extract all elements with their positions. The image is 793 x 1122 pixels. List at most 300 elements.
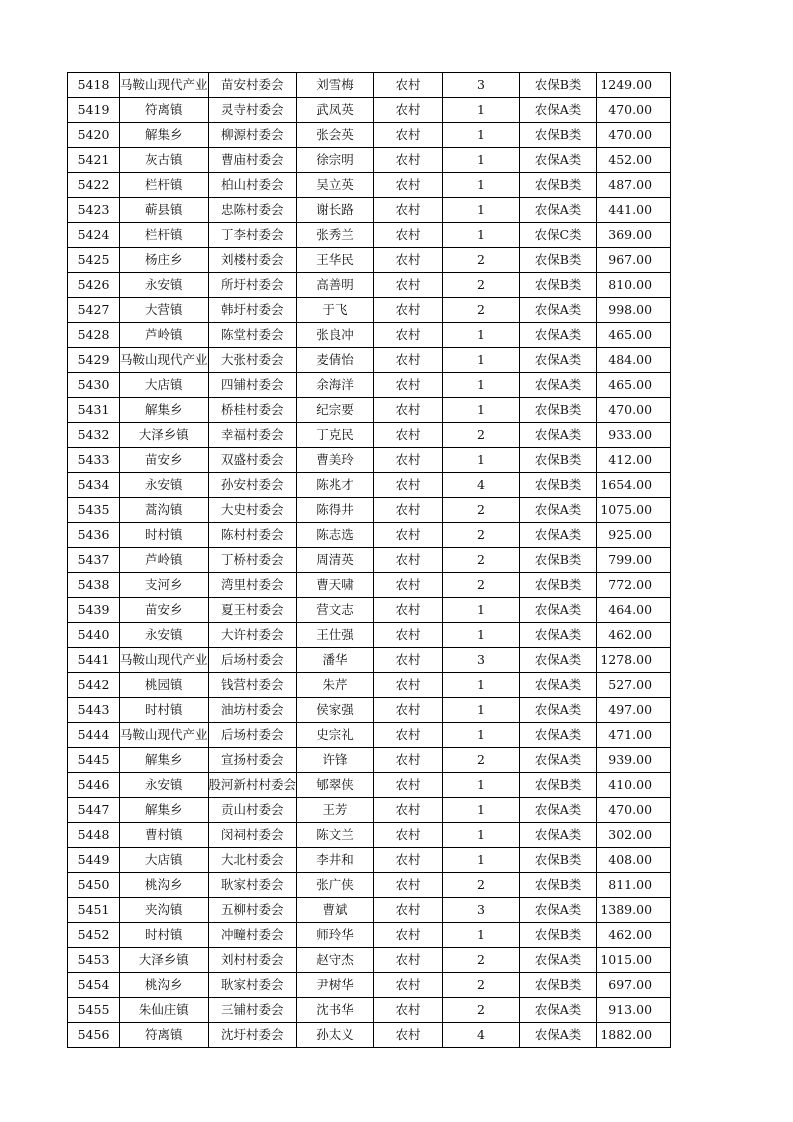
record-id-cell: 5450 <box>68 873 120 898</box>
amount-cell: 913.00 <box>597 998 671 1023</box>
record-id-cell: 5443 <box>68 698 120 723</box>
household-count-cell: 1 <box>443 373 520 398</box>
table-row <box>68 498 671 523</box>
person-name-cell: 丁克民 <box>297 423 374 448</box>
household-count-cell: 2 <box>443 423 520 448</box>
person-name-cell: 侯家强 <box>297 698 374 723</box>
village-cell: 耿家村委会 <box>208 973 297 998</box>
area-type-cell: 农村 <box>374 823 443 848</box>
category-cell: 农保A类 <box>520 798 597 823</box>
town-cell: 大店镇 <box>120 848 209 873</box>
town-cell: 解集乡 <box>120 398 209 423</box>
record-id-cell: 5423 <box>68 198 120 223</box>
record-id-cell: 5435 <box>68 498 120 523</box>
amount-cell: 1389.00 <box>597 898 671 923</box>
table-row <box>68 73 671 98</box>
household-count-cell: 1 <box>443 323 520 348</box>
amount-cell: 1249.00 <box>597 73 671 98</box>
town-cell: 解集乡 <box>120 748 209 773</box>
area-type-cell: 农村 <box>374 1023 443 1048</box>
area-type-cell: 农村 <box>374 123 443 148</box>
person-name-cell: 武凤英 <box>297 98 374 123</box>
category-cell: 农保A类 <box>520 498 597 523</box>
table-row <box>68 148 671 173</box>
village-cell: 陈堂村委会 <box>208 323 297 348</box>
area-type-cell: 农村 <box>374 523 443 548</box>
record-id-cell: 5419 <box>68 98 120 123</box>
category-cell: 农保B类 <box>520 573 597 598</box>
category-cell: 农保C类 <box>520 223 597 248</box>
amount-cell: 452.00 <box>597 148 671 173</box>
household-count-cell: 2 <box>443 998 520 1023</box>
household-count-cell: 1 <box>443 698 520 723</box>
table-row <box>68 248 671 273</box>
town-cell: 苗安乡 <box>120 448 209 473</box>
town-cell: 桃园镇 <box>120 673 209 698</box>
record-id-cell: 5434 <box>68 473 120 498</box>
village-cell: 闵祠村委会 <box>208 823 297 848</box>
household-count-cell: 2 <box>443 573 520 598</box>
category-cell: 农保A类 <box>520 623 597 648</box>
amount-cell: 465.00 <box>597 373 671 398</box>
village-cell: 忠陈村委会 <box>208 198 297 223</box>
village-cell: 柳源村委会 <box>208 123 297 148</box>
table-row <box>68 948 671 973</box>
town-cell: 时村镇 <box>120 923 209 948</box>
person-name-cell: 陈志选 <box>297 523 374 548</box>
table-row <box>68 423 671 448</box>
relief-record-table <box>67 72 671 1048</box>
village-cell: 幸福村委会 <box>208 423 297 448</box>
village-cell: 钱营村委会 <box>208 673 297 698</box>
village-cell: 贡山村委会 <box>208 798 297 823</box>
amount-cell: 484.00 <box>597 348 671 373</box>
table-row <box>68 748 671 773</box>
category-cell: 农保B类 <box>520 773 597 798</box>
area-type-cell: 农村 <box>374 373 443 398</box>
category-cell: 农保A类 <box>520 648 597 673</box>
town-cell: 蒿沟镇 <box>120 498 209 523</box>
table-row <box>68 1023 671 1048</box>
amount-cell: 1882.00 <box>597 1023 671 1048</box>
person-name-cell: 史宗礼 <box>297 723 374 748</box>
amount-cell: 1015.00 <box>597 948 671 973</box>
category-cell: 农保B类 <box>520 273 597 298</box>
record-id-cell: 5452 <box>68 923 120 948</box>
village-cell: 四铺村委会 <box>208 373 297 398</box>
category-cell: 农保A类 <box>520 373 597 398</box>
amount-cell: 1654.00 <box>597 473 671 498</box>
table-row <box>68 173 671 198</box>
amount-cell: 527.00 <box>597 673 671 698</box>
town-cell: 符离镇 <box>120 1023 209 1048</box>
village-cell: 耿家村委会 <box>208 873 297 898</box>
person-name-cell: 师玲华 <box>297 923 374 948</box>
table-body <box>68 73 671 1048</box>
area-type-cell: 农村 <box>374 548 443 573</box>
household-count-cell: 4 <box>443 473 520 498</box>
table-row <box>68 523 671 548</box>
table-row <box>68 223 671 248</box>
person-name-cell: 赵守杰 <box>297 948 374 973</box>
town-cell: 桃沟乡 <box>120 873 209 898</box>
person-name-cell: 王芳 <box>297 798 374 823</box>
town-cell: 时村镇 <box>120 523 209 548</box>
category-cell: 农保B类 <box>520 248 597 273</box>
amount-cell: 697.00 <box>597 973 671 998</box>
area-type-cell: 农村 <box>374 923 443 948</box>
person-name-cell: 张广侠 <box>297 873 374 898</box>
town-cell: 大泽乡镇 <box>120 423 209 448</box>
area-type-cell: 农村 <box>374 223 443 248</box>
table-row <box>68 823 671 848</box>
village-cell: 桥桂村委会 <box>208 398 297 423</box>
amount-cell: 470.00 <box>597 398 671 423</box>
table-row <box>68 998 671 1023</box>
person-name-cell: 张会英 <box>297 123 374 148</box>
town-cell: 解集乡 <box>120 123 209 148</box>
amount-cell: 810.00 <box>597 273 671 298</box>
town-cell: 栏杆镇 <box>120 173 209 198</box>
table-row <box>68 373 671 398</box>
village-cell: 大北村委会 <box>208 848 297 873</box>
village-cell: 双盛村委会 <box>208 448 297 473</box>
amount-cell: 408.00 <box>597 848 671 873</box>
record-id-cell: 5442 <box>68 673 120 698</box>
category-cell: 农保A类 <box>520 98 597 123</box>
household-count-cell: 1 <box>443 773 520 798</box>
household-count-cell: 1 <box>443 798 520 823</box>
village-cell: 沈圩村委会 <box>208 1023 297 1048</box>
area-type-cell: 农村 <box>374 73 443 98</box>
household-count-cell: 1 <box>443 123 520 148</box>
person-name-cell: 曹斌 <box>297 898 374 923</box>
table-row <box>68 273 671 298</box>
table-row <box>68 798 671 823</box>
category-cell: 农保B类 <box>520 173 597 198</box>
person-name-cell: 尹树华 <box>297 973 374 998</box>
category-cell: 农保B类 <box>520 548 597 573</box>
record-id-cell: 5449 <box>68 848 120 873</box>
town-cell: 马鞍山现代产业 <box>120 73 209 98</box>
amount-cell: 925.00 <box>597 523 671 548</box>
village-cell: 陈村村委会 <box>208 523 297 548</box>
town-cell: 大营镇 <box>120 298 209 323</box>
area-type-cell: 农村 <box>374 673 443 698</box>
amount-cell: 470.00 <box>597 123 671 148</box>
area-type-cell: 农村 <box>374 198 443 223</box>
household-count-cell: 2 <box>443 298 520 323</box>
table-row <box>68 648 671 673</box>
area-type-cell: 农村 <box>374 348 443 373</box>
area-type-cell: 农村 <box>374 648 443 673</box>
table-row <box>68 898 671 923</box>
town-cell: 永安镇 <box>120 623 209 648</box>
area-type-cell: 农村 <box>374 998 443 1023</box>
town-cell: 朱仙庄镇 <box>120 998 209 1023</box>
amount-cell: 369.00 <box>597 223 671 248</box>
record-id-cell: 5439 <box>68 598 120 623</box>
category-cell: 农保A类 <box>520 723 597 748</box>
household-count-cell: 1 <box>443 398 520 423</box>
area-type-cell: 农村 <box>374 248 443 273</box>
town-cell: 灰古镇 <box>120 148 209 173</box>
table-row <box>68 698 671 723</box>
record-id-cell: 5433 <box>68 448 120 473</box>
village-cell: 五柳村委会 <box>208 898 297 923</box>
record-id-cell: 5427 <box>68 298 120 323</box>
household-count-cell: 1 <box>443 98 520 123</box>
town-cell: 大店镇 <box>120 373 209 398</box>
person-name-cell: 纪宗要 <box>297 398 374 423</box>
table-row <box>68 473 671 498</box>
amount-cell: 799.00 <box>597 548 671 573</box>
amount-cell: 302.00 <box>597 823 671 848</box>
village-cell: 曹庙村委会 <box>208 148 297 173</box>
village-cell: 后场村委会 <box>208 723 297 748</box>
village-cell: 大史村委会 <box>208 498 297 523</box>
household-count-cell: 2 <box>443 873 520 898</box>
amount-cell: 470.00 <box>597 798 671 823</box>
village-cell: 油坊村委会 <box>208 698 297 723</box>
amount-cell: 998.00 <box>597 298 671 323</box>
category-cell: 农保B类 <box>520 973 597 998</box>
town-cell: 永安镇 <box>120 473 209 498</box>
area-type-cell: 农村 <box>374 898 443 923</box>
record-id-cell: 5448 <box>68 823 120 848</box>
amount-cell: 933.00 <box>597 423 671 448</box>
amount-cell: 471.00 <box>597 723 671 748</box>
person-name-cell: 营文志 <box>297 598 374 623</box>
person-name-cell: 于飞 <box>297 298 374 323</box>
town-cell: 解集乡 <box>120 798 209 823</box>
category-cell: 农保A类 <box>520 948 597 973</box>
area-type-cell: 农村 <box>374 723 443 748</box>
town-cell: 符离镇 <box>120 98 209 123</box>
area-type-cell: 农村 <box>374 623 443 648</box>
category-cell: 农保A类 <box>520 598 597 623</box>
category-cell: 农保B类 <box>520 398 597 423</box>
town-cell: 芦岭镇 <box>120 548 209 573</box>
area-type-cell: 农村 <box>374 873 443 898</box>
category-cell: 农保B类 <box>520 73 597 98</box>
person-name-cell: 周清英 <box>297 548 374 573</box>
table-row <box>68 973 671 998</box>
category-cell: 农保A类 <box>520 898 597 923</box>
amount-cell: 811.00 <box>597 873 671 898</box>
village-cell: 苗安村委会 <box>208 73 297 98</box>
amount-cell: 470.00 <box>597 98 671 123</box>
household-count-cell: 2 <box>443 948 520 973</box>
person-name-cell: 许锋 <box>297 748 374 773</box>
record-id-cell: 5420 <box>68 123 120 148</box>
person-name-cell: 王华民 <box>297 248 374 273</box>
category-cell: 农保A类 <box>520 998 597 1023</box>
person-name-cell: 朱芹 <box>297 673 374 698</box>
area-type-cell: 农村 <box>374 423 443 448</box>
area-type-cell: 农村 <box>374 273 443 298</box>
village-cell: 夏王村委会 <box>208 598 297 623</box>
table-row <box>68 348 671 373</box>
area-type-cell: 农村 <box>374 748 443 773</box>
village-cell: 柏山村委会 <box>208 173 297 198</box>
village-cell: 韩圩村委会 <box>208 298 297 323</box>
record-id-cell: 5445 <box>68 748 120 773</box>
record-id-cell: 5426 <box>68 273 120 298</box>
amount-cell: 772.00 <box>597 573 671 598</box>
village-cell: 孙安村委会 <box>208 473 297 498</box>
area-type-cell: 农村 <box>374 148 443 173</box>
person-name-cell: 陈文兰 <box>297 823 374 848</box>
category-cell: 农保A类 <box>520 673 597 698</box>
person-name-cell: 吴立英 <box>297 173 374 198</box>
record-id-cell: 5436 <box>68 523 120 548</box>
town-cell: 芦岭镇 <box>120 323 209 348</box>
category-cell: 农保A类 <box>520 323 597 348</box>
town-cell: 曹村镇 <box>120 823 209 848</box>
area-type-cell: 农村 <box>374 498 443 523</box>
person-name-cell: 刘雪梅 <box>297 73 374 98</box>
person-name-cell: 郇翠侠 <box>297 773 374 798</box>
record-id-cell: 5428 <box>68 323 120 348</box>
town-cell: 时村镇 <box>120 698 209 723</box>
town-cell: 马鞍山现代产业 <box>120 348 209 373</box>
area-type-cell: 农村 <box>374 573 443 598</box>
village-cell: 三铺村委会 <box>208 998 297 1023</box>
person-name-cell: 曹美玲 <box>297 448 374 473</box>
table-row <box>68 123 671 148</box>
record-id-cell: 5455 <box>68 998 120 1023</box>
household-count-cell: 1 <box>443 848 520 873</box>
table-row <box>68 598 671 623</box>
household-count-cell: 1 <box>443 348 520 373</box>
category-cell: 农保B类 <box>520 448 597 473</box>
record-id-cell: 5447 <box>68 798 120 823</box>
table-row <box>68 98 671 123</box>
category-cell: 农保A类 <box>520 423 597 448</box>
amount-cell: 412.00 <box>597 448 671 473</box>
table-row <box>68 398 671 423</box>
area-type-cell: 农村 <box>374 798 443 823</box>
person-name-cell: 谢长路 <box>297 198 374 223</box>
household-count-cell: 3 <box>443 73 520 98</box>
table-row <box>68 673 671 698</box>
household-count-cell: 2 <box>443 973 520 998</box>
record-id-cell: 5438 <box>68 573 120 598</box>
household-count-cell: 2 <box>443 498 520 523</box>
record-id-cell: 5429 <box>68 348 120 373</box>
person-name-cell: 张秀兰 <box>297 223 374 248</box>
town-cell: 栏杆镇 <box>120 223 209 248</box>
amount-cell: 441.00 <box>597 198 671 223</box>
record-id-cell: 5431 <box>68 398 120 423</box>
town-cell: 马鞍山现代产业 <box>120 723 209 748</box>
table-row <box>68 773 671 798</box>
record-id-cell: 5425 <box>68 248 120 273</box>
household-count-cell: 1 <box>443 673 520 698</box>
person-name-cell: 王仕强 <box>297 623 374 648</box>
household-count-cell: 2 <box>443 748 520 773</box>
household-count-cell: 3 <box>443 898 520 923</box>
village-cell: 灵寺村委会 <box>208 98 297 123</box>
area-type-cell: 农村 <box>374 323 443 348</box>
record-id-cell: 5453 <box>68 948 120 973</box>
amount-cell: 939.00 <box>597 748 671 773</box>
person-name-cell: 陈得井 <box>297 498 374 523</box>
town-cell: 杨庄乡 <box>120 248 209 273</box>
record-id-cell: 5432 <box>68 423 120 448</box>
town-cell: 永安镇 <box>120 273 209 298</box>
category-cell: 农保A类 <box>520 348 597 373</box>
household-count-cell: 1 <box>443 923 520 948</box>
area-type-cell: 农村 <box>374 298 443 323</box>
household-count-cell: 2 <box>443 523 520 548</box>
town-cell: 马鞍山现代产业 <box>120 648 209 673</box>
area-type-cell: 农村 <box>374 448 443 473</box>
person-name-cell: 沈书华 <box>297 998 374 1023</box>
town-cell: 大泽乡镇 <box>120 948 209 973</box>
category-cell: 农保B类 <box>520 848 597 873</box>
town-cell: 永安镇 <box>120 773 209 798</box>
town-cell: 蕲县镇 <box>120 198 209 223</box>
village-cell: 大张村委会 <box>208 348 297 373</box>
category-cell: 农保A类 <box>520 823 597 848</box>
category-cell: 农保A类 <box>520 1023 597 1048</box>
area-type-cell: 农村 <box>374 598 443 623</box>
village-cell: 丁李村委会 <box>208 223 297 248</box>
household-count-cell: 1 <box>443 198 520 223</box>
record-id-cell: 5440 <box>68 623 120 648</box>
person-name-cell: 张良冲 <box>297 323 374 348</box>
village-cell: 宣扬村委会 <box>208 748 297 773</box>
category-cell: 农保A类 <box>520 198 597 223</box>
amount-cell: 967.00 <box>597 248 671 273</box>
village-cell: 后场村委会 <box>208 648 297 673</box>
person-name-cell: 麦倩怡 <box>297 348 374 373</box>
table-row <box>68 923 671 948</box>
village-cell: 湾里村委会 <box>208 573 297 598</box>
village-cell: 刘楼村委会 <box>208 248 297 273</box>
record-id-cell: 5422 <box>68 173 120 198</box>
household-count-cell: 4 <box>443 1023 520 1048</box>
record-id-cell: 5446 <box>68 773 120 798</box>
record-id-cell: 5421 <box>68 148 120 173</box>
table-row <box>68 573 671 598</box>
table-row <box>68 198 671 223</box>
table-row <box>68 873 671 898</box>
household-count-cell: 1 <box>443 448 520 473</box>
category-cell: 农保A类 <box>520 523 597 548</box>
table-row <box>68 848 671 873</box>
amount-cell: 497.00 <box>597 698 671 723</box>
amount-cell: 1278.00 <box>597 648 671 673</box>
village-cell: 大许村委会 <box>208 623 297 648</box>
table-row <box>68 548 671 573</box>
area-type-cell: 农村 <box>374 973 443 998</box>
category-cell: 农保A类 <box>520 298 597 323</box>
household-count-cell: 2 <box>443 548 520 573</box>
area-type-cell: 农村 <box>374 98 443 123</box>
household-count-cell: 1 <box>443 723 520 748</box>
household-count-cell: 2 <box>443 248 520 273</box>
village-cell: 刘村村委会 <box>208 948 297 973</box>
household-count-cell: 1 <box>443 148 520 173</box>
record-id-cell: 5456 <box>68 1023 120 1048</box>
person-name-cell: 曹天啸 <box>297 573 374 598</box>
household-count-cell: 1 <box>443 623 520 648</box>
area-type-cell: 农村 <box>374 948 443 973</box>
amount-cell: 1075.00 <box>597 498 671 523</box>
